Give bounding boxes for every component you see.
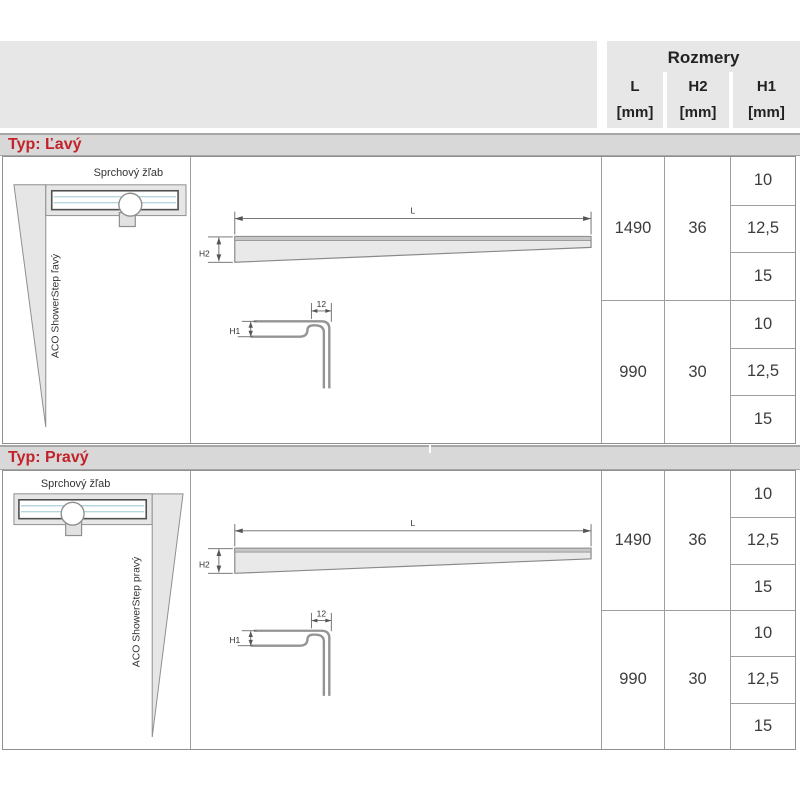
product-label: ACO ShowerStep ľavý [50,253,62,359]
dim-label-step: H1 [229,634,241,645]
drain-circle [119,193,142,216]
dim-label-height: H2 [198,248,210,259]
wedge-plan-shape [152,494,183,737]
drain-circle [61,502,84,525]
dim-arrow [583,529,591,534]
header-empty-cell [0,41,597,128]
dim-label-edge: 12 [316,608,327,619]
dim-arrow [583,216,591,221]
spec-section-left [2,156,796,444]
profile-inner-line [251,635,324,696]
value-L: 1490 [601,471,664,610]
type-row-right [0,445,800,470]
channel-label: Sprchový žľab [40,477,111,490]
profile-drawing-left [190,157,601,443]
col-label-l: L [630,78,640,95]
dim-arrow [216,237,221,244]
profile-outer-line [254,321,330,388]
wedge-top-surface [235,548,591,552]
value-H1: 10 [730,471,795,517]
dim-arrow [216,254,221,261]
value-H1: 12,5 [730,348,795,396]
dimension-columns [607,72,800,128]
value-H2: 36 [664,471,730,610]
type-label-right: Typ: Pravý [8,449,89,466]
profile-inner-line [251,325,324,388]
dimensions-title: Rozmery [667,48,740,67]
value-H1: 15 [730,564,795,610]
value-H2: 30 [664,610,730,749]
value-L: 990 [601,300,664,443]
value-L: 1490 [601,157,664,300]
value-H1: 12,5 [730,517,795,563]
dim-arrow [216,549,221,556]
value-H1: 15 [730,252,795,300]
dim-arrow [325,309,331,313]
value-H1: 12,5 [730,205,795,253]
dim-label-edge: 12 [316,298,327,309]
plan-diagram-left [3,157,190,443]
value-H1: 10 [730,157,795,205]
dim-arrow [311,619,317,623]
value-H2: 30 [664,300,730,443]
channel-grate [52,191,178,210]
profile-drawing-right [190,471,601,749]
plan-diagram-right [3,471,190,749]
product-label: ACO ShowerStep pravý [131,556,143,668]
dimensions-header [607,41,800,128]
profile-outer-line [254,631,330,696]
value-H1: 15 [730,395,795,443]
col-unit-h1: [mm] [748,104,785,121]
dim-arrow [235,529,243,534]
wedge-top-surface [235,236,591,240]
channel-label: Sprchový žľab [93,166,164,179]
value-H1: 10 [730,300,795,348]
value-H1: 12,5 [730,656,795,702]
value-H1: 10 [730,610,795,656]
col-unit-l: [mm] [616,104,654,121]
col-unit-h2: [mm] [679,104,717,121]
dim-arrow [249,631,253,637]
col-label-h2: H2 [688,78,708,95]
value-H1: 15 [730,703,795,749]
dim-arrow [249,322,253,328]
column-h2 [667,72,729,128]
dim-arrow [325,619,331,623]
type-row-left [0,133,800,156]
dim-arrow [216,566,221,573]
dim-arrow [235,216,243,221]
type-label-left: Typ: Ľavý [8,136,82,153]
dim-label-length: L [410,518,416,528]
dim-label-step: H1 [229,325,241,336]
value-H2: 36 [664,157,730,300]
dim-arrow [311,309,317,313]
wedge-plan-shape [14,185,46,427]
spec-section-right [2,470,796,750]
column-l [607,72,663,128]
col-label-h1: H1 [756,78,777,95]
dim-label-length: L [410,205,416,216]
value-L: 990 [601,610,664,749]
column-h1 [733,72,800,128]
band-tick-mark [429,445,431,453]
dim-label-height: H2 [198,559,210,570]
